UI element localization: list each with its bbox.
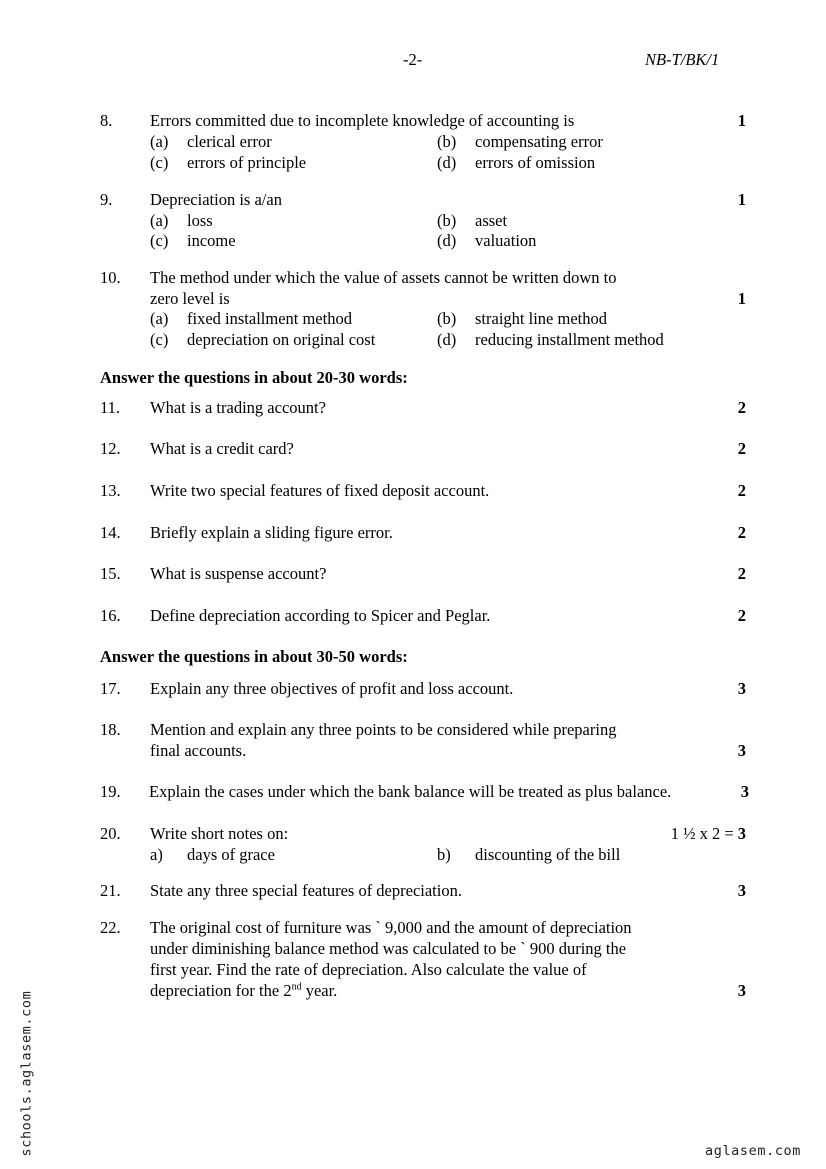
question-text-line — [150, 981, 337, 1001]
question-text-line: final accounts. — [150, 741, 247, 760]
option-text: discounting of the bill — [475, 845, 621, 864]
question-text: Define depreciation according to Spicer and Peglar. — [150, 606, 491, 625]
option-text: errors of principle — [187, 153, 307, 172]
question-marks: 1 — [737, 289, 746, 308]
question-number: 20. — [100, 824, 121, 843]
option-label: (b) — [437, 211, 457, 230]
section-heading: Answer the questions in about 30-50 words: — [100, 647, 408, 666]
paper-code: NB-T/BK/1 — [645, 50, 720, 69]
option-text: income — [187, 231, 236, 250]
option-label: a) — [150, 845, 163, 864]
question-number: 19. — [100, 782, 121, 801]
option-label: (c) — [150, 231, 169, 250]
question-number: 13. — [100, 481, 121, 500]
question-marks: 2 — [737, 439, 746, 458]
question-marks — [671, 824, 746, 844]
option-label: b) — [437, 845, 451, 864]
option-text: fixed installment method — [187, 309, 352, 328]
text-part: year. — [301, 981, 338, 1000]
question-marks: 2 — [737, 481, 746, 500]
page-number: -2- — [403, 50, 423, 69]
question-number: 18. — [100, 720, 121, 739]
question-marks: 3 — [737, 741, 746, 760]
option-label: (b) — [437, 309, 457, 328]
question-text: What is a credit card? — [150, 439, 294, 458]
question-marks: 3 — [737, 881, 746, 900]
option-text: loss — [187, 211, 213, 230]
question-marks: 2 — [737, 523, 746, 542]
question-number: 15. — [100, 564, 121, 583]
question-text-line: The method under which the value of assets cannot be written down to — [150, 268, 617, 287]
marks-breakdown: 1 ½ x 2 = — [670, 824, 738, 843]
question-text-line: Mention and explain any three points to be considered while preparing — [150, 720, 617, 739]
question-marks: 2 — [737, 398, 746, 417]
option-label: (d) — [437, 330, 457, 349]
question-text: Briefly explain a sliding figure error. — [150, 523, 393, 542]
question-marks: 1 — [737, 111, 746, 130]
section-heading: Answer the questions in about 20-30 words: — [100, 368, 408, 387]
option-label: (a) — [150, 309, 169, 328]
question-marks: 3 — [740, 782, 749, 801]
option-text: depreciation on original cost — [187, 330, 376, 349]
question-number: 22. — [100, 918, 121, 937]
question-marks: 3 — [737, 679, 746, 698]
option-label: (a) — [150, 132, 169, 151]
question-text: Explain any three objectives of profit and loss account. — [150, 679, 514, 698]
question-number: 10. — [100, 268, 121, 287]
superscript: nd — [291, 981, 302, 993]
option-label: (d) — [437, 231, 457, 250]
question-text: What is a trading account? — [150, 398, 326, 417]
question-text-line: first year. Find the rate of depreciation. Also calculate the value of — [150, 960, 587, 979]
option-text: straight line method — [475, 309, 607, 328]
question-marks: 1 — [737, 190, 746, 209]
bottom-watermark: aglasem.com — [705, 1143, 802, 1159]
option-text: errors of omission — [475, 153, 596, 172]
question-text: What is suspense account? — [150, 564, 327, 583]
question-text: Explain the cases under which the bank balance will be treated as plus balance. — [149, 782, 672, 801]
option-label: (c) — [150, 330, 169, 349]
question-text-line: under diminishing balance method was calculated to be ` 900 during the — [150, 939, 627, 958]
marks-total: 3 — [737, 824, 746, 843]
question-marks: 2 — [737, 564, 746, 583]
option-text: days of grace — [187, 845, 275, 864]
question-number: 11. — [100, 398, 121, 417]
option-label: (d) — [437, 153, 457, 172]
question-number: 9. — [100, 190, 113, 209]
question-marks: 3 — [737, 981, 746, 1000]
question-number: 21. — [100, 881, 121, 900]
option-text: clerical error — [187, 132, 272, 151]
question-number: 16. — [100, 606, 121, 625]
question-text-line: zero level is — [150, 289, 230, 308]
option-label: (b) — [437, 132, 457, 151]
text-part: depreciation for the 2 — [150, 981, 292, 1000]
option-label: (a) — [150, 211, 169, 230]
option-label: (c) — [150, 153, 169, 172]
option-text: valuation — [475, 231, 537, 250]
question-number: 17. — [100, 679, 121, 698]
question-text: Errors committed due to incomplete knowledge of accounting is — [150, 111, 575, 130]
question-text: Write two special features of fixed deposit account. — [150, 481, 490, 500]
option-text: asset — [475, 211, 508, 230]
option-text: reducing installment method — [475, 330, 664, 349]
option-text: compensating error — [475, 132, 603, 151]
question-text-line: The original cost of furniture was ` 9,000 and the amount of depreciation — [150, 918, 632, 937]
question-marks: 2 — [737, 606, 746, 625]
question-number: 12. — [100, 439, 121, 458]
question-text: Depreciation is a/an — [150, 190, 282, 209]
question-text: Write short notes on: — [150, 824, 289, 843]
question-number: 8. — [100, 111, 113, 130]
question-text: State any three special features of depreciation. — [150, 881, 462, 900]
side-watermark: schools.aglasem.com — [18, 990, 35, 1157]
question-number: 14. — [100, 523, 121, 542]
